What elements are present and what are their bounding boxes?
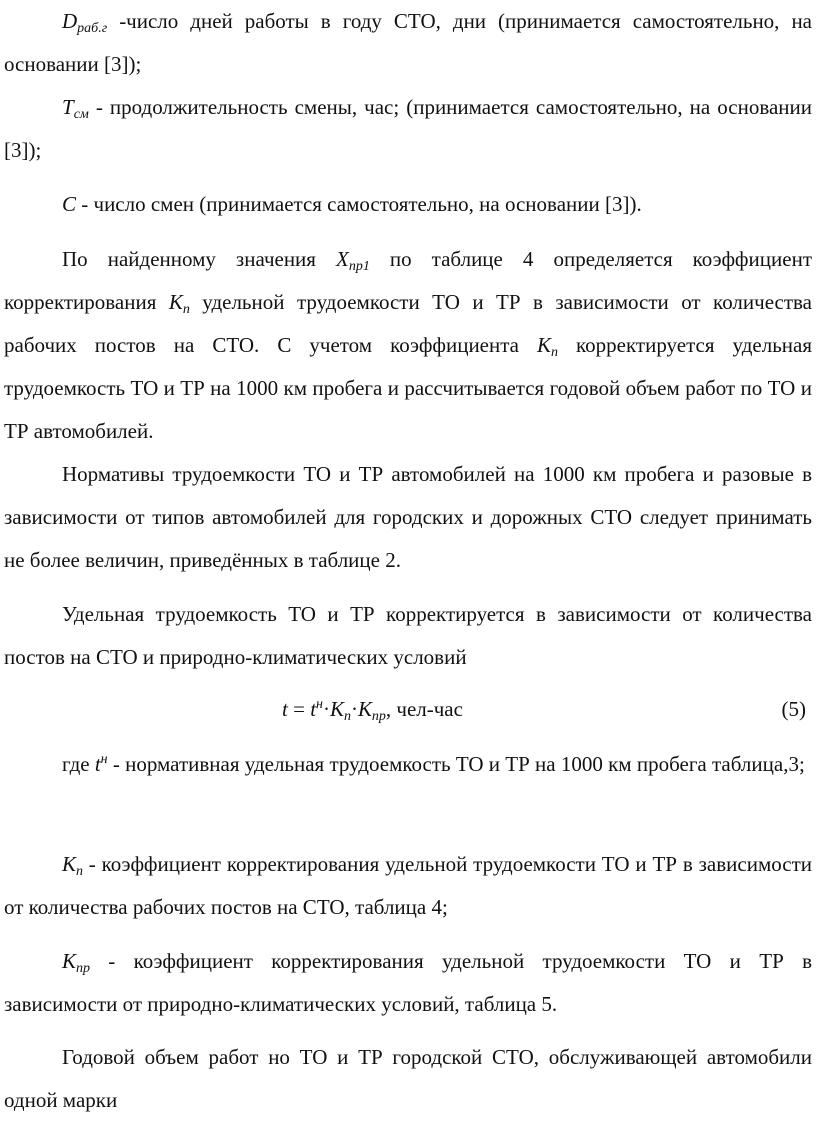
paragraph-annual-volume xyxy=(4,1036,812,1122)
text-run: где xyxy=(62,752,95,776)
paragraph-kp-explanation xyxy=(4,238,812,453)
paragraph-text: - коэффициент корректирования удельной трудоемкости ТО и ТР в зависимости от количества рабочих постов на СТО, таблица 4; xyxy=(4,852,812,919)
symbol-x: Х xyxy=(336,247,349,271)
multiply-dot: · xyxy=(350,697,358,721)
symbol-d: D xyxy=(62,9,78,33)
text-run: корректируется удельная трудоемкость ТО и ТР на 1000 км пробега и рассчитывается годовой объем работ по ТО и ТР автомобилей. xyxy=(4,333,812,443)
subscript-rab: раб.г xyxy=(77,21,108,36)
equals-sign: = xyxy=(287,697,311,721)
formula-unit: , чел-час xyxy=(385,697,463,721)
paragraph-text: -число дней работы в году СТО, дни (принимается самостоятельно, на основании [3]); xyxy=(4,9,812,76)
paragraph-text: - коэффициент корректирования удельной трудоемкости ТО и ТР в зависимости от природно-климатических условий, таблица 5. xyxy=(4,949,812,1016)
paragraph-where-tn xyxy=(4,743,812,786)
symbol-t-norm: t xyxy=(310,697,317,721)
symbol-k: К xyxy=(357,697,372,721)
text-run: - нормативная удельная трудоемкость ТО и ТР на 1000 км пробега таблица,3; xyxy=(107,752,805,776)
subscript-p: п xyxy=(182,302,190,317)
text-run: По найденному значения xyxy=(62,247,337,271)
paragraph-t-sm xyxy=(4,86,812,172)
paragraph-specific-labor xyxy=(4,593,812,679)
paragraph-d-rab xyxy=(4,0,812,86)
subscript-sm: см xyxy=(73,107,89,122)
symbol-k: К xyxy=(329,697,344,721)
equation-number: (5) xyxy=(781,697,806,721)
multiply-dot: · xyxy=(322,697,330,721)
subscript-p: п xyxy=(75,864,83,879)
paragraph-text: Годовой объем работ но ТО и ТР городской СТО, обслуживающей автомобили одной марки xyxy=(4,1045,812,1112)
paragraph-kp xyxy=(4,843,812,929)
paragraph-c xyxy=(4,183,812,226)
subscript-pr: пр xyxy=(75,961,90,976)
paragraph-text: Удельная трудоемкость ТО и ТР корректируется в зависимости от количества постов на СТО и природно-климатических условий xyxy=(4,602,812,669)
symbol-k: К xyxy=(168,290,183,314)
paragraph-kpr xyxy=(4,940,812,1026)
symbol-k: К xyxy=(62,852,76,876)
formula-5 xyxy=(0,688,816,731)
subscript-p: п xyxy=(550,345,558,360)
formula-expression xyxy=(282,688,463,731)
symbol-k: К xyxy=(537,333,551,357)
superscript-n: н xyxy=(316,697,323,712)
paragraph-text: - число смен (принимается самостоятельно, на основании [3]). xyxy=(76,192,642,216)
paragraph-text: Нормативы трудоемкости ТО и ТР автомобилей на 1000 км пробега и разовые в зависимости от типов автомобилей для городских и дорожных СТО следует принимать не более величин, приведённых в таблице 2. xyxy=(4,462,812,572)
paragraph-text: - продолжительность смены, час; (принимается самостоятельно, на основании [3]); xyxy=(4,95,812,162)
symbol-t: Т xyxy=(62,95,74,119)
superscript-n: н xyxy=(100,752,108,767)
text-run: удельной трудоемкости ТО и ТР в зависимости от количества рабочих постов на СТО. С учетом коэффициента xyxy=(4,290,812,357)
paragraph-norms xyxy=(4,453,812,582)
symbol-k: К xyxy=(62,949,76,973)
symbol-t: t xyxy=(282,697,288,721)
symbol-c: С xyxy=(62,192,77,216)
text-run: по таблице 4 определяется коэффициент корректирования xyxy=(4,247,812,314)
subscript-pr1: пр1 xyxy=(348,259,370,274)
symbol-t-norm: t xyxy=(94,752,101,776)
subscript-p: п xyxy=(343,709,351,724)
subscript-pr: пр xyxy=(371,709,386,724)
